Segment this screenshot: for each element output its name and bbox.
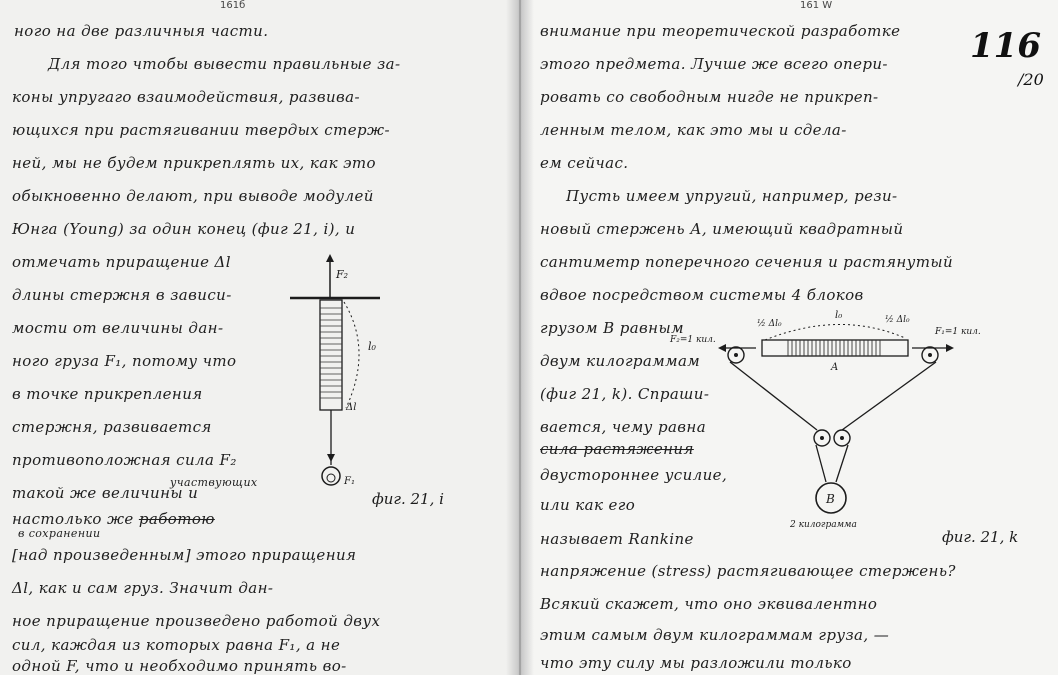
fig-k-label-f1: F₁=1 кил. [935,327,981,337]
left-line-4: ющихся при растягивании твердых стерж- [12,121,390,139]
rod-A [762,340,908,356]
right-line-18: напряжение (stress) растягивающее стержень? [540,562,956,580]
left-line-5: ней, мы не будем прикреплять их, как это [12,154,376,172]
rope-left [730,362,817,430]
right-line-10: грузом В равным [540,319,684,337]
fig-k-label-half-right: ½ Δl₀ [885,315,910,325]
left-line-7: Юнга (Young) за один конец (фиг 21, i), и [12,220,356,238]
right-line-16: или как его [540,496,636,514]
left-line-1: ного на две различныя части. [14,22,269,40]
right-line-9: вдвое посредством системы 4 блоков [540,286,864,304]
fig-i-label-f2: F₂ [336,268,349,281]
pulley-top-left-axle [734,353,738,357]
left-line-15: такой же величины и [12,484,199,502]
weight-inner [327,474,335,482]
left-line-12: в точке прикрепления [12,385,203,403]
fig-i-label-f1: F₁ [344,476,355,487]
left-line-20: сил, каждая из которых равна F₁, а не [12,636,341,654]
length-dotted-arc [344,302,359,408]
left-line-18: Δl, как и сам груз. Значит дан- [12,579,274,597]
left-line-3: коны упругаго взаимодействия, развива- [12,88,360,106]
left-line-6: обыкновенно делают, при выводе модулей [12,187,374,205]
pulley-bottom-right-axle [840,436,844,440]
fig-k-length-arc [765,324,905,340]
left-line-16 [12,510,215,528]
right-arrow-head [946,344,954,352]
right-line-17: называет Rankine [540,530,694,548]
right-line-1: внимание при теоретической разработке [540,22,901,40]
left-line-14: противоположная сила F₂ [12,451,237,469]
right-line-20: этим самым двум килограммам груза, — [540,626,890,644]
right-line-14-struck: сила растяжения [540,440,694,458]
right-figure-pulley-system [660,300,990,530]
down-arrow-head [327,454,335,462]
left-line-9: длины стержня в зависи- [12,286,232,304]
left-line-8: отмечать приращение Δl [12,253,231,271]
left-line-13: стержня, развивается [12,418,212,436]
right-line-21: что эту силу мы разложили только [540,654,852,672]
left-line-11: ного груза F₁, потому что [12,352,237,370]
left-line-2: Для того чтобы вывести правильные за- [48,55,401,73]
fig-k-label-f2: F₂=1 кил. [670,335,716,345]
archive-number: 116 [970,26,1041,66]
left-arrow-head [718,344,726,352]
fig-i-label-delta: Δl [346,402,357,413]
left-struck-word: работою [138,510,215,528]
rope-right [842,362,936,430]
right-line-12: (фиг 21, k). Спраши- [540,385,710,403]
right-line-15: двустороннее усилие, [540,466,728,484]
left-line-10: мости от величины дан- [12,319,224,337]
right-line-6: Пусть имеем упругий, например, рези- [566,187,898,205]
left-page-number: 161б [220,0,246,11]
pulley-bottom-left-axle [820,436,824,440]
left-line-17: [над произведенным] этого приращения [12,546,357,564]
right-line-11: двум килограммам [540,352,701,370]
left-inserted-below: в сохранении [18,527,101,540]
fig-k-label-A: A [831,362,839,373]
pulley-top-right-axle [928,353,932,357]
fig-k-label-weight-value: 2 килограмма [790,520,857,530]
right-line-4: ленным телом, как это мы и сдела- [540,121,847,139]
right-line-7: новый стержень А, имеющий квадратный [540,220,904,238]
left-inserted-word: участвующих [170,476,258,489]
left-line-19: ное приращение произведено работой двух [12,612,381,630]
top-arrow-head [326,254,334,262]
fig-k-label-half-left: ½ Δl₀ [757,319,782,329]
left-figure-hanging-rod [278,250,418,500]
right-line-3: ровать со свободным нигде не прикреп- [540,88,879,106]
weight-rope-right [836,445,848,482]
fig-i-caption: фиг. 21, i [372,490,444,508]
right-line-13: вается, чему равна [540,418,707,436]
right-line-2: этого предмета. Лучше же всего опери- [540,55,888,73]
right-page-number: 161 W [800,0,833,11]
right-line-8: сантиметр поперечного сечения и растянутый [540,253,954,271]
fig-i-label-l0: l₀ [368,340,376,353]
left-line-16-text: настолько же [12,510,134,528]
left-line-21: одной F, что и необходимо принять во- [12,657,347,675]
right-line-5: ем сейчас. [540,154,629,172]
fig-k-label-B: B [826,492,835,506]
book-gutter [506,0,534,675]
fig-k-label-l0: l₀ [835,310,843,321]
archive-sub-number: /20 [1018,70,1044,89]
weight-rope-left [816,445,826,482]
fig-k-caption: фиг. 21, k [942,528,1019,546]
rod [320,300,342,410]
right-line-19: Всякий скажет, что оно эквивалентно [540,595,878,613]
